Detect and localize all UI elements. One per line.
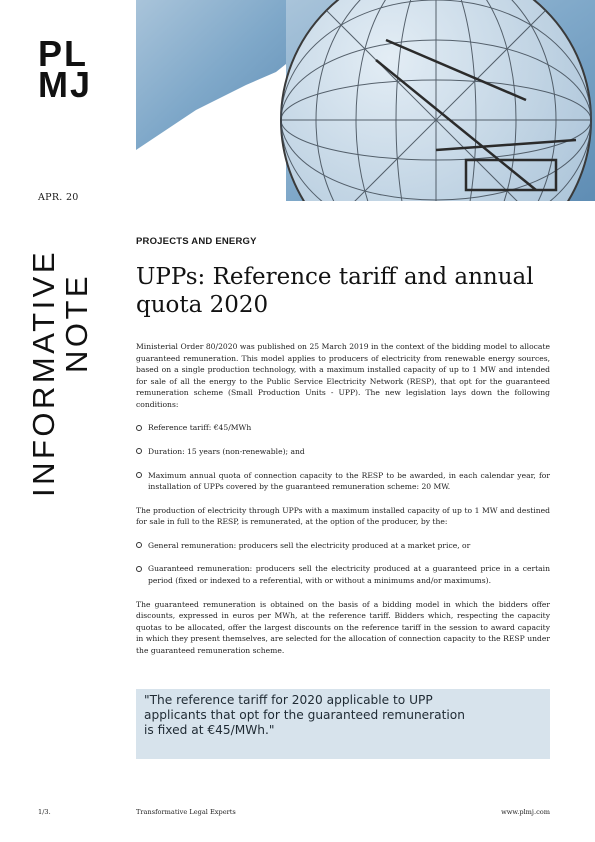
remuneration-item: [136, 563, 550, 586]
condition-term: Duration:: [148, 446, 185, 456]
production-paragraph: The production of electricity through UPPs with a maximum installed capacity of up to 1 MW and destined for sale in full to the RESP, is remunerated, at the option of the producer, by the:: [136, 505, 550, 527]
condition-text: annual quota of connection capacity to the RESP to be awarded, in each calendar year, for installation of UPPs covered by the guaranteed remuneration scheme: 20 MW.: [148, 470, 550, 492]
practice-area-category: PROJECTS AND ENERGY: [136, 236, 257, 247]
footer-website-link[interactable]: www.plmj.com: [501, 808, 550, 816]
condition-term: Reference tariff:: [148, 423, 212, 433]
title-line-2: quota 2020: [136, 292, 269, 318]
title-line-1: UPPs: Reference tariff and annual: [136, 264, 534, 290]
condition-item: [136, 446, 550, 458]
logo-line-2: MJ: [38, 64, 93, 105]
document-type-vertical-title: [27, 249, 93, 497]
remuneration-term: General remuneration:: [148, 540, 237, 550]
remuneration-list: [136, 540, 550, 587]
remuneration-text: producers sell the electricity produced at a market price, or: [236, 540, 471, 550]
condition-item: [136, 422, 550, 434]
bullet-icon: [136, 472, 142, 478]
bullet-icon: [136, 448, 142, 454]
bullet-icon: [136, 425, 142, 431]
condition-text: 15 years (non-renewable); and: [184, 446, 305, 456]
hero-image: [136, 0, 595, 201]
pull-quote: [136, 689, 550, 759]
condition-term: Maximum: [148, 470, 187, 480]
intro-paragraph: Ministerial Order 80/2020 was published on 25 March 2019 in the context of the bidding model to allocate guaranteed remuneration. This model applies to producers of electricity from renewable energy sources, based on a single production technology, with a maximum installed capacity of up to 1 MW and intended for sale of all the energy to the Public Service Electricity Network (RESP), that opt for the guaranteed remuneration scheme (Small Production Units - UPP). The new legislation lays down the following conditions:: [136, 342, 550, 409]
publication-date: APR. 20: [38, 192, 79, 203]
logo-line-1: PL: [38, 33, 89, 74]
remuneration-text: producers sell the electricity produced at a guaranteed price in a certain period (fixed or indexed to a referential, with or without a minimums and/or maximums).: [148, 564, 550, 585]
conditions-list: [136, 422, 550, 492]
vertical-title-line-1: INFORMATIVE: [26, 248, 61, 497]
heading-block: [136, 236, 550, 319]
bidding-paragraph: The guaranteed remuneration is obtained on the basis of a bidding model in which the bidders offer discounts, expressed in euros per MWh, at the reference tariff. Bidders which, respecting the capacity quotas to be allocated, offer the largest discounts on the reference tariff in the session to award capacity in which they present themselves, are selected for the allocation of connection capacity to the RESP under the guaranteed remuneration scheme.: [136, 599, 550, 655]
quote-line-3: is fixed at €45/MWh.": [144, 723, 275, 737]
article-body: [136, 341, 550, 668]
page-number: 1/3.: [38, 808, 51, 816]
remuneration-term: Guaranteed remuneration:: [148, 564, 253, 574]
radar-dome-illustration: [136, 0, 595, 201]
plmj-logo: [38, 33, 100, 105]
quote-line-2: applicants that opt for the guaranteed remuneration: [144, 708, 465, 722]
bullet-icon: [136, 566, 142, 572]
condition-item: [136, 470, 550, 493]
remuneration-item: [136, 540, 550, 552]
vertical-title-line-2: NOTE: [59, 272, 94, 373]
quote-line-1: "The reference tariff for 2020 applicable to UPP: [144, 693, 433, 707]
condition-text: €45/MWh: [211, 423, 252, 433]
bullet-icon: [136, 542, 142, 548]
footer-tagline: Transformative Legal Experts: [136, 808, 236, 816]
article-title: [136, 263, 550, 319]
